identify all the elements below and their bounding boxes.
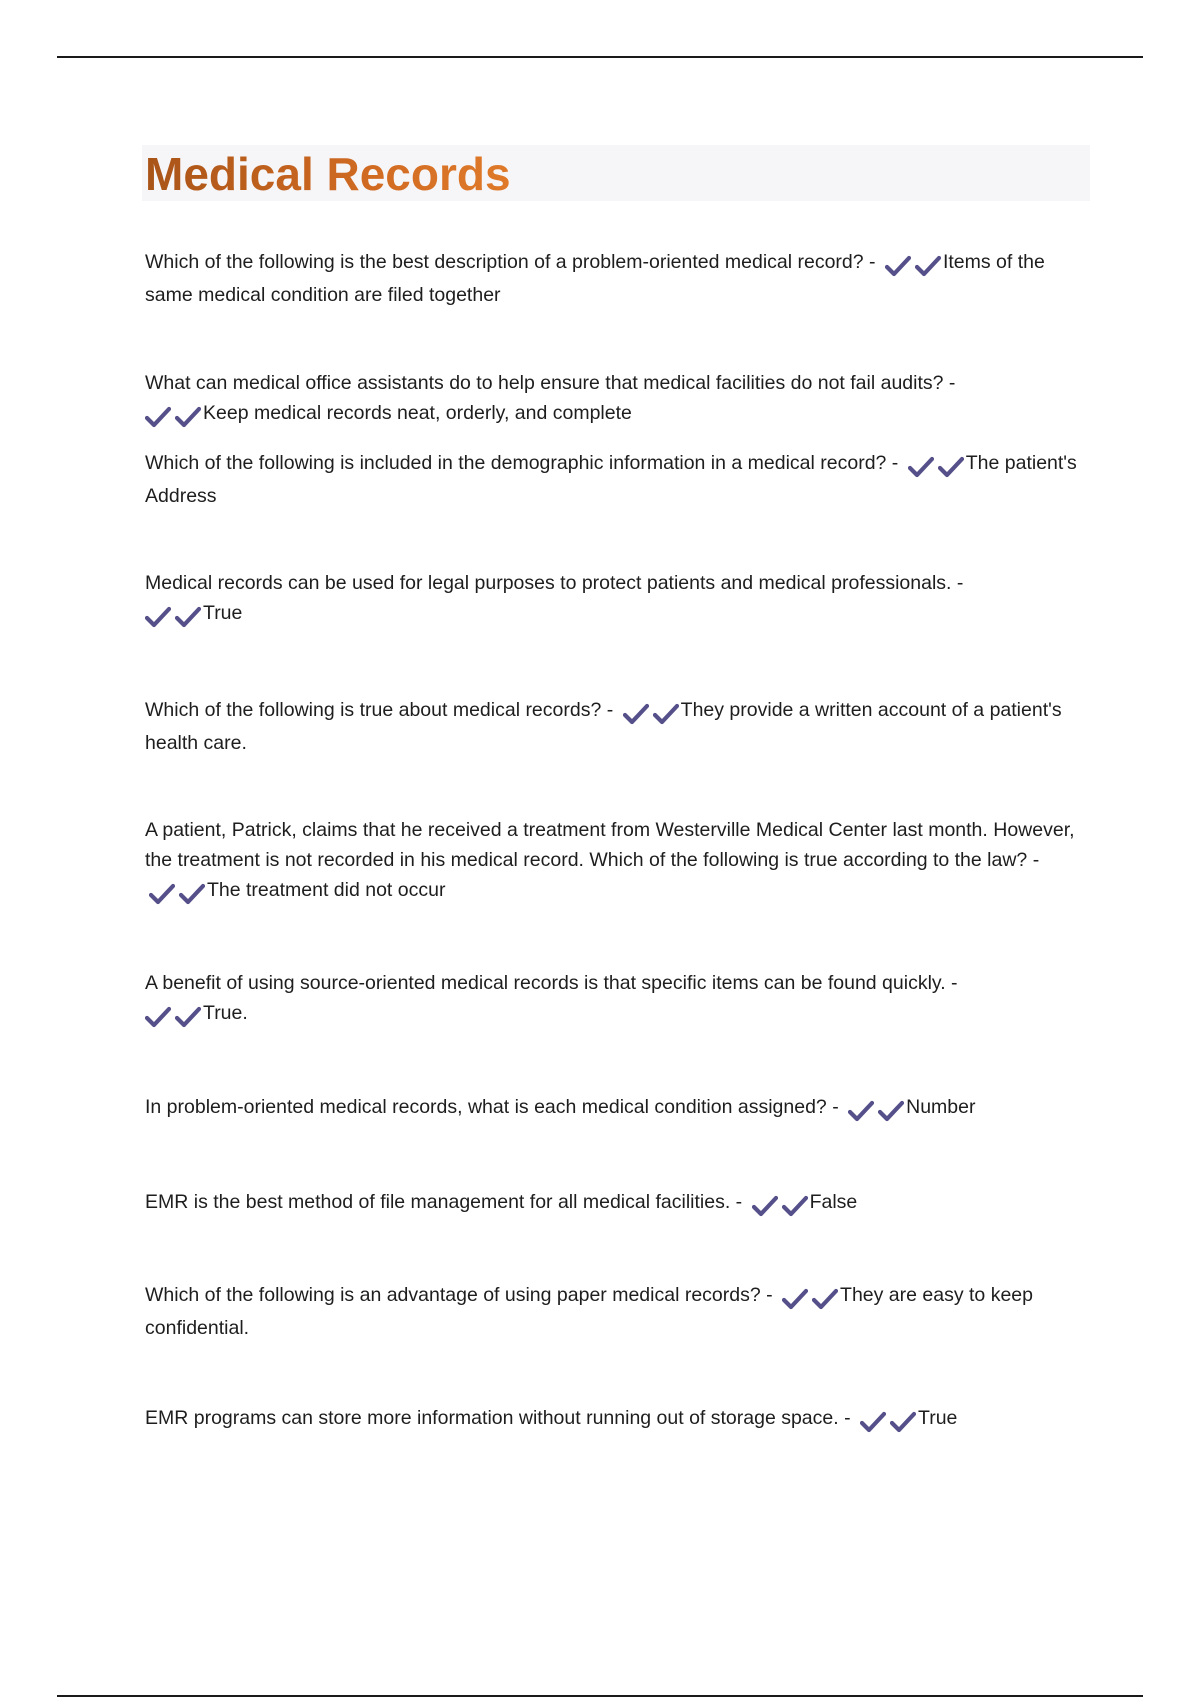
bottom-rule [57,1695,1143,1697]
answer-text: They provide a written account of a patient's health care. [145,699,1062,754]
question-text: In problem-oriented medical records, what is each medical condition assigned? - [145,1096,839,1118]
qa-item-7 [145,968,1095,1031]
qa-item-8 [145,1092,1095,1125]
qa-item-6 [145,815,1095,908]
check-mark-icon [145,401,201,431]
answer-text: Number [906,1096,976,1118]
qa-item-11 [145,1403,1095,1436]
check-mark-icon [623,698,679,728]
answer-text: True [203,602,243,624]
check-mark-icon [860,1406,916,1436]
question-text: A patient, Patrick, claims that he received a treatment from Westerville Medical Center last month. However, the treatment is not recorded in his medical record. Which of the following is true according to the law? - [145,819,1075,871]
answer-text: They are easy to keep confidential. [145,1284,1033,1339]
top-rule [57,56,1143,58]
answer-text: The patient's Address [145,452,1077,507]
qa-item-1 [145,247,1095,310]
check-mark-icon [782,1283,838,1313]
answer-text: The treatment did not occur [207,879,446,901]
question-text: EMR programs can store more information without running out of storage space. - [145,1407,851,1429]
question-text: Which of the following is true about medical records? - [145,699,614,721]
answer-text: Keep medical records neat, orderly, and complete [203,402,632,424]
check-mark-icon [885,250,941,280]
qa-item-9 [145,1187,1095,1220]
answer-text: Items of the same medical condition are filed together [145,251,1045,306]
question-text: EMR is the best method of file management for all medical facilities. - [145,1191,743,1213]
question-text: Which of the following is an advantage of using paper medical records? - [145,1284,773,1306]
qa-item-4 [145,568,1095,631]
answer-text: False [809,1191,858,1213]
answer-text: True [918,1407,958,1429]
check-mark-icon [149,878,205,908]
check-mark-icon [145,1001,201,1031]
page-title: Medical Records [145,148,511,200]
qa-item-3 [145,448,1095,511]
qa-item-2 [145,368,1095,431]
check-mark-icon [752,1190,808,1220]
question-text: What can medical office assistants do to help ensure that medical facilities do not fail audits? - [145,372,956,394]
qa-item-5 [145,695,1095,758]
question-text: Which of the following is the best description of a problem-oriented medical record? - [145,251,876,273]
question-text: A benefit of using source-oriented medical records is that specific items can be found quickly. - [145,972,958,994]
check-mark-icon [908,451,964,481]
answer-text: True. [203,1002,248,1024]
qa-item-10 [145,1280,1095,1343]
check-mark-icon [145,601,201,631]
question-text: Medical records can be used for legal purposes to protect patients and medical professionals. - [145,572,964,594]
question-text: Which of the following is included in the demographic information in a medical record? - [145,452,899,474]
check-mark-icon [848,1095,904,1125]
